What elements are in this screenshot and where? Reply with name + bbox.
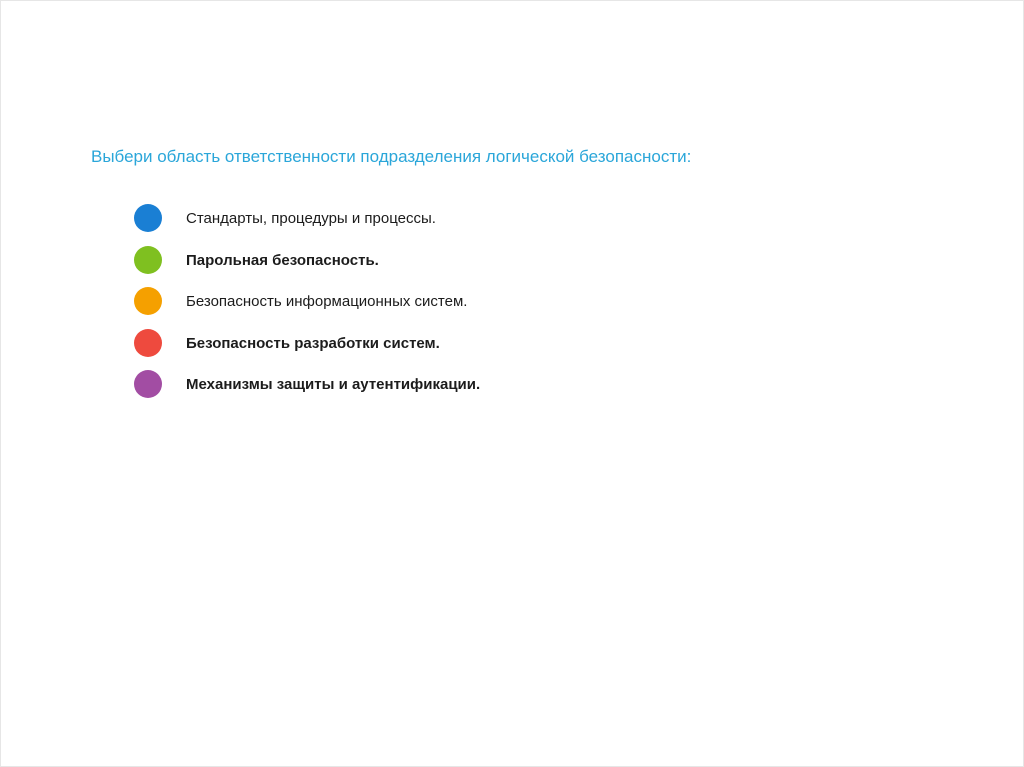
answer-option-information-systems-security[interactable] <box>134 287 467 315</box>
orange-circle-icon[interactable] <box>134 287 162 315</box>
answer-option-label: Механизмы защиты и аутентификации. <box>186 375 481 393</box>
answer-option-label: Безопасность разработки систем. <box>186 334 440 352</box>
answer-option-protection-authentication[interactable] <box>134 370 480 398</box>
answer-option-label: Безопасность информационных систем. <box>186 292 468 310</box>
blue-circle-icon[interactable] <box>134 204 162 232</box>
red-circle-icon[interactable] <box>134 329 162 357</box>
answer-option-label: Стандарты, процедуры и процессы. <box>186 209 436 227</box>
question-text: Выбери область ответственности подразделения логической безопасности: <box>91 147 692 166</box>
answer-option-password-security[interactable] <box>134 246 379 274</box>
purple-circle-icon[interactable] <box>134 370 162 398</box>
answer-option-development-security[interactable] <box>134 329 440 357</box>
answer-option-label: Парольная безопасность. <box>186 251 379 269</box>
green-circle-icon[interactable] <box>134 246 162 274</box>
answer-option-standards[interactable] <box>134 204 436 232</box>
